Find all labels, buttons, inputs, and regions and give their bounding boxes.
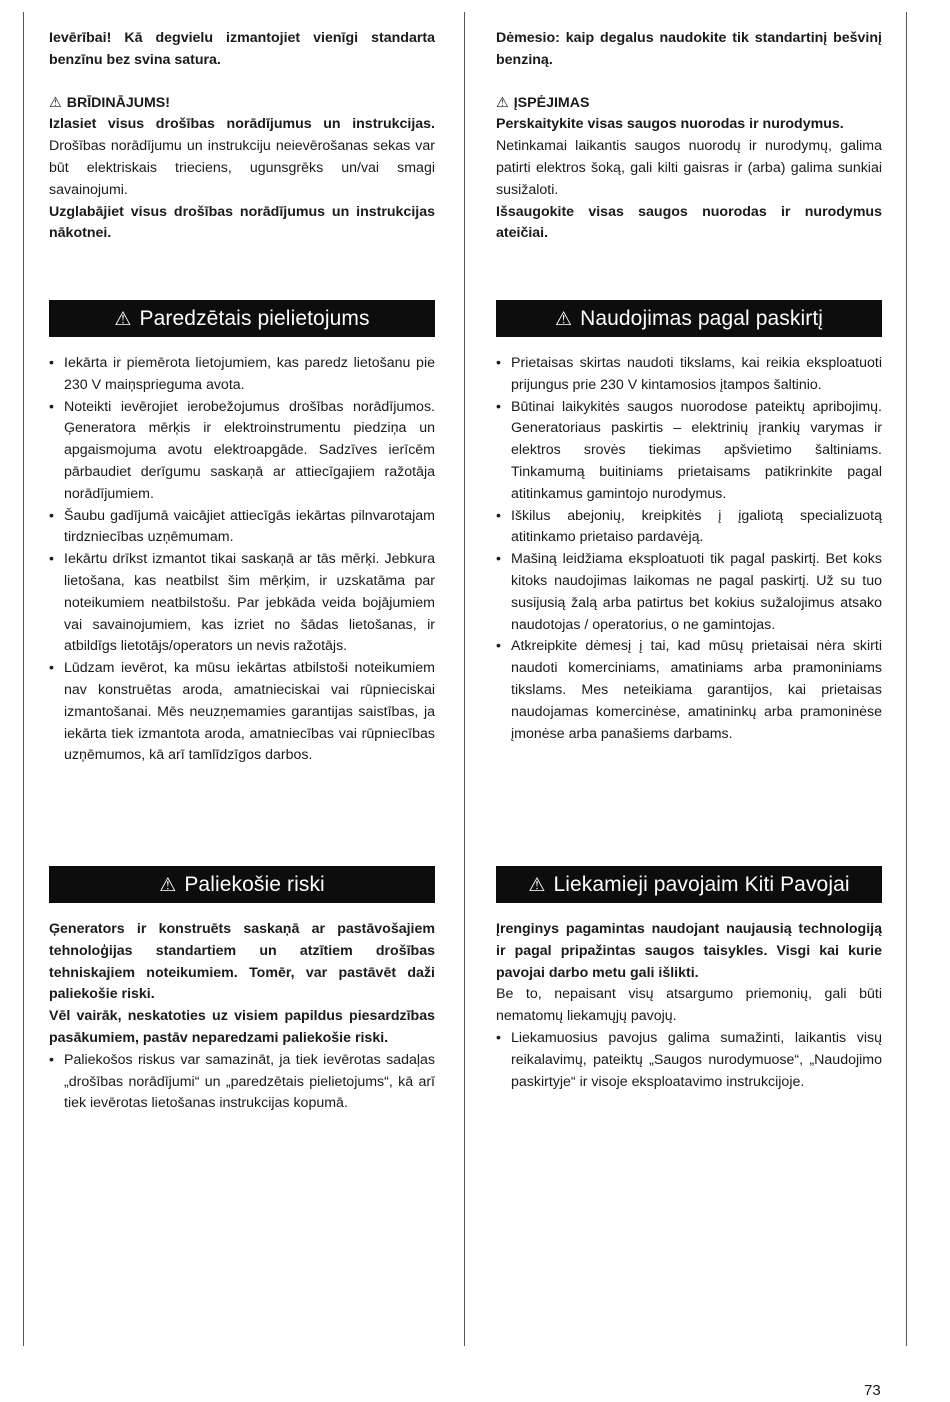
right-warning-text: Netinkamai laikantis saugos nuorodų ir nurodymų, galima patirti elektros šoką, gali kilti gaisras ir (arba) galima sunkiai susižaloti. — [496, 138, 882, 198]
right-column-top — [496, 28, 882, 245]
right-intended-use-header — [496, 300, 882, 337]
warning-triangle-icon: ⚠ — [554, 309, 573, 330]
list-item: • Iškilus abejonių, kreipkitės į įgaliotą specializuotą atitinkamo prietaiso pardavėją. — [496, 506, 882, 550]
left-warning-bold1: Izlasiet visus drošības norādījumus un instrukcijas. — [49, 116, 435, 133]
list-item: • Iekārta ir piemērota lietojumiem, kas paredz lietošanu pie 230 V maiņsprieguma avota. — [49, 353, 435, 397]
left-warning-body — [49, 114, 435, 201]
right-residual-list — [496, 1028, 882, 1093]
center-column-rule — [464, 12, 465, 1346]
left-intro-note: Ievērībai! Kā degvielu izmantojiet vienīgi standarta benzīnu bez svina satura. — [49, 30, 435, 68]
warning-triangle-icon: ⚠ — [496, 94, 509, 111]
warning-triangle-icon: ⚠ — [159, 875, 177, 896]
left-residual-list — [49, 1050, 435, 1115]
left-warning-text: Drošības norādījumu un instrukciju neievērošanas sekas var būt elektriskais trieciens, ugunsgrēks un/vai smagi savainojumi. — [49, 138, 435, 198]
right-warning-heading — [496, 93, 882, 115]
list-item: • Lūdzam ievērot, ka mūsu iekārtas atbilstoši noteikumiem nav konstruētas aroda, amatnieciskai vai rūpnieciskai izmantošanai. Mēs neuzņemamies garantijas saistības, ja iekārta tiek izmantota aroda, amatniecības vai rūpniecības uzņēmumos, kā arī tamlīdzīgos darbos. — [49, 658, 435, 767]
left-margin-rule — [23, 12, 24, 1346]
warning-triangle-icon: ⚠ — [49, 94, 62, 111]
right-residual-header — [496, 866, 882, 903]
right-residual-bold1: Įrenginys pagamintas naudojant naujausią technologiją ir pagal pripažintas saugos taisykles. Visgi kai kurie pavojai darbo metu gali išlikti. — [496, 921, 882, 981]
list-item: • Atkreipkite dėmesį į tai, kad mūsų prietaisai nėra skirti naudoti komerciniams, amatiniams arba pramoniniams tikslams. Mes neteikiama garantijos, kai prietaisas naudojamas komercinėse, amatininkų arba pramoninėse įmonėse arba panašiems darbams. — [496, 636, 882, 745]
list-item: • Mašiną leidžiama eksploatuoti tik pagal paskirtį. Bet koks kitoks naudojimas laikomas ne pagal paskirtį. Už su tuo susijusią žalą arba patirtus bet kokius sužalojimus atsako naudotojas / operatorius, o ne gamintojas. — [496, 549, 882, 636]
right-residual-body — [496, 919, 882, 1093]
page-number: 73 — [864, 1382, 881, 1399]
list-item: • Paliekošos riskus var samazināt, ja tiek ievērotas sadaļas „drošības norādījumi“ un „paredzētais pielietojums“, kā arī tiek ievērotas lietošanas instrukcijas kopumā. — [49, 1050, 435, 1115]
left-residual-header — [49, 866, 435, 903]
left-residual-bold1: Ģenerators ir konstruēts saskaņā ar pastāvošajiem tehnoloģijas standartiem un atzītiem drošības tehniskajiem noteikumiem. Tomēr, var pastāvēt daži paliekošie riski. — [49, 921, 435, 1003]
list-item: • Būtinai laikykitės saugos nuorodose pateiktų apribojimų. Generatoriaus paskirtis – elektrinių įrankių varymas ir elektros srovės tiekimas apšvietimo šaltiniams. Tinkamumą buitiniams prietaisams patikrinkite pagal atitinkamus gamintojo nurodymus. — [496, 397, 882, 506]
list-item: • Šaubu gadījumā vaicājiet attiecīgās iekārtas pilnvarotajam tirdzniecības uzņēmumam. — [49, 506, 435, 550]
right-warning-bold2: Išsaugokite visas saugos nuorodas ir nurodymus ateičiai. — [496, 203, 882, 242]
left-residual-body — [49, 919, 435, 1115]
list-item: • Iekārtu drīkst izmantot tikai saskaņā ar tās mērķi. Jebkura lietošana, kas neatbilst šim mērķim, ir uzskatāma par noteikumiem neatbilstošu. Par jebkāda veida bojājumiem vai savainojumiem, kas izriet no šādas lietošanas, ir atbildīgs lietotājs/operators un nevis ražotājs. — [49, 549, 435, 658]
right-intended-use-list — [496, 353, 882, 745]
left-column-top — [49, 28, 435, 245]
left-residual-bold2: Vēl vairāk, neskatoties uz visiem papildus piesardzības pasākumiem, pastāv neparedzami paliekošie riski. — [49, 1008, 435, 1046]
left-intended-use-header — [49, 300, 435, 337]
warning-triangle-icon: ⚠ — [528, 875, 546, 896]
right-residual-title: Liekamieji pavojaim Kiti Pavojai — [553, 873, 850, 896]
right-margin-rule — [906, 12, 907, 1346]
right-warning-title: ĮSPĖJIMAS — [513, 94, 590, 111]
warning-triangle-icon: ⚠ — [114, 309, 132, 330]
right-intro-note: Dėmesio: kaip degalus naudokite tik standartinį bešvinį benziną. — [496, 30, 882, 68]
left-intended-use-list — [49, 353, 435, 767]
right-warning-bold1: Perskaitykite visas saugos nuorodas ir nurodymus. — [496, 116, 844, 133]
left-warning-bold2: Uzglabājiet visus drošības norādījumus un instrukcijas nākotnei. — [49, 203, 435, 242]
right-residual-text: Be to, nepaisant visų atsargumo priemonių, gali būti nematomų liekamųjų pavojų. — [496, 986, 882, 1025]
left-warning-heading — [49, 93, 435, 115]
list-item: • Prietaisas skirtas naudoti tikslams, kai reikia eksploatuoti prijungus prie 230 V kintamosios įtampos šaltinio. — [496, 353, 882, 397]
left-intended-use-title: Paredzētais pielietojums — [139, 307, 370, 330]
left-residual-title: Paliekošie riski — [184, 873, 325, 896]
left-warning-title: BRĪDINĀJUMS! — [66, 94, 170, 111]
list-item: • Liekamuosius pavojus galima sumažinti, laikantis visų reikalavimų, pateiktų „Saugos nurodymuose“, „Naudojimo paskirtyje“ ir visoje eksploatavimo instrukcijoje. — [496, 1028, 882, 1093]
list-item: • Noteikti ievērojiet ierobežojumus drošības norādījumos. Ģeneratora mērķis ir elektroinstrumentu piedziņa un apgaismojuma avotu elektroapgāde. Sadzīves ierīcēm pārbaudiet derīgumu saskaņā ar attiecīgajiem ražotāja norādījumiem. — [49, 397, 435, 506]
right-intended-use-title: Naudojimas pagal paskirtį — [580, 307, 824, 330]
